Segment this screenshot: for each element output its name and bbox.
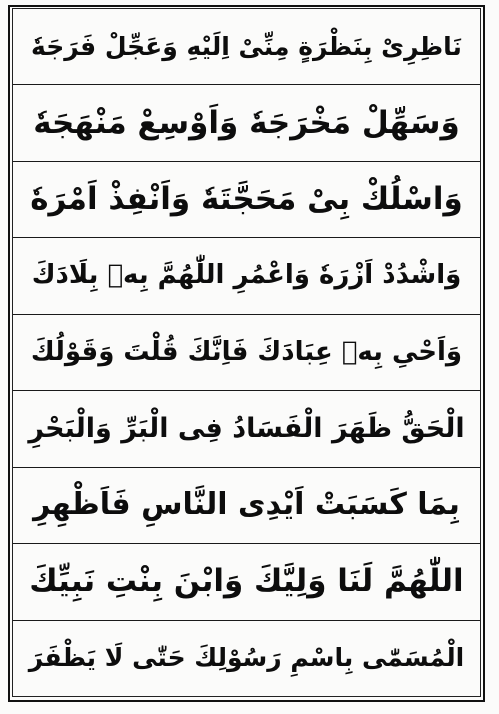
arabic-text: نَاظِرِیْ بِنَظْرَةٍ مِنِّیْ اِلَیْهِ وَعَجِّلْ فَرَجَهٗ xyxy=(31,31,462,61)
text-line xyxy=(13,85,480,161)
arabic-text: وَسَهِّلْ مَخْرَجَهٗ وَاَوْسِعْ مَنْهَجَهٗ xyxy=(33,104,460,141)
arabic-text: الْحَقُّ ظَهَرَ الْفَسَادُ فِی الْبَرِّ وَالْبَحْرِ xyxy=(28,412,465,444)
arabic-text: الْمُسَمّٰى بِاسْمِ رَسُوْلِكَ حَتّٰى لَا یَظْفَرَ xyxy=(28,643,465,673)
text-line xyxy=(13,162,480,238)
text-line xyxy=(13,544,480,620)
arabic-text: اللّٰهُمَّ لَنَا وَلِیَّكَ وَابْنَ بِنْتِ نَبِیِّكَ xyxy=(29,563,464,600)
arabic-text: وَاسْلُكْ بِیْ مَحَجَّتَهٗ وَاَنْفِذْ اَمْرَهٗ xyxy=(30,181,463,217)
arabic-text: بِمَا كَسَبَتْ اَیْدِی النَّاسِ فَاَظْهِرِ xyxy=(33,487,460,523)
text-line xyxy=(13,9,480,85)
text-line xyxy=(13,621,480,696)
arabic-text: وَاشْدُدْ اَزْرَهٗ وَاعْمُرِ اللّٰهُمَّ بِهٖ بِلَادَكَ xyxy=(31,260,462,291)
text-line xyxy=(13,391,480,467)
text-lines xyxy=(13,9,480,696)
arabic-text: وَاَحْیِ بِهٖ عِبَادَكَ فَاِنَّكَ قُلْتَ وَقَوْلُكَ xyxy=(30,336,463,367)
text-line xyxy=(13,238,480,314)
text-line xyxy=(13,468,480,544)
text-line xyxy=(13,315,480,391)
